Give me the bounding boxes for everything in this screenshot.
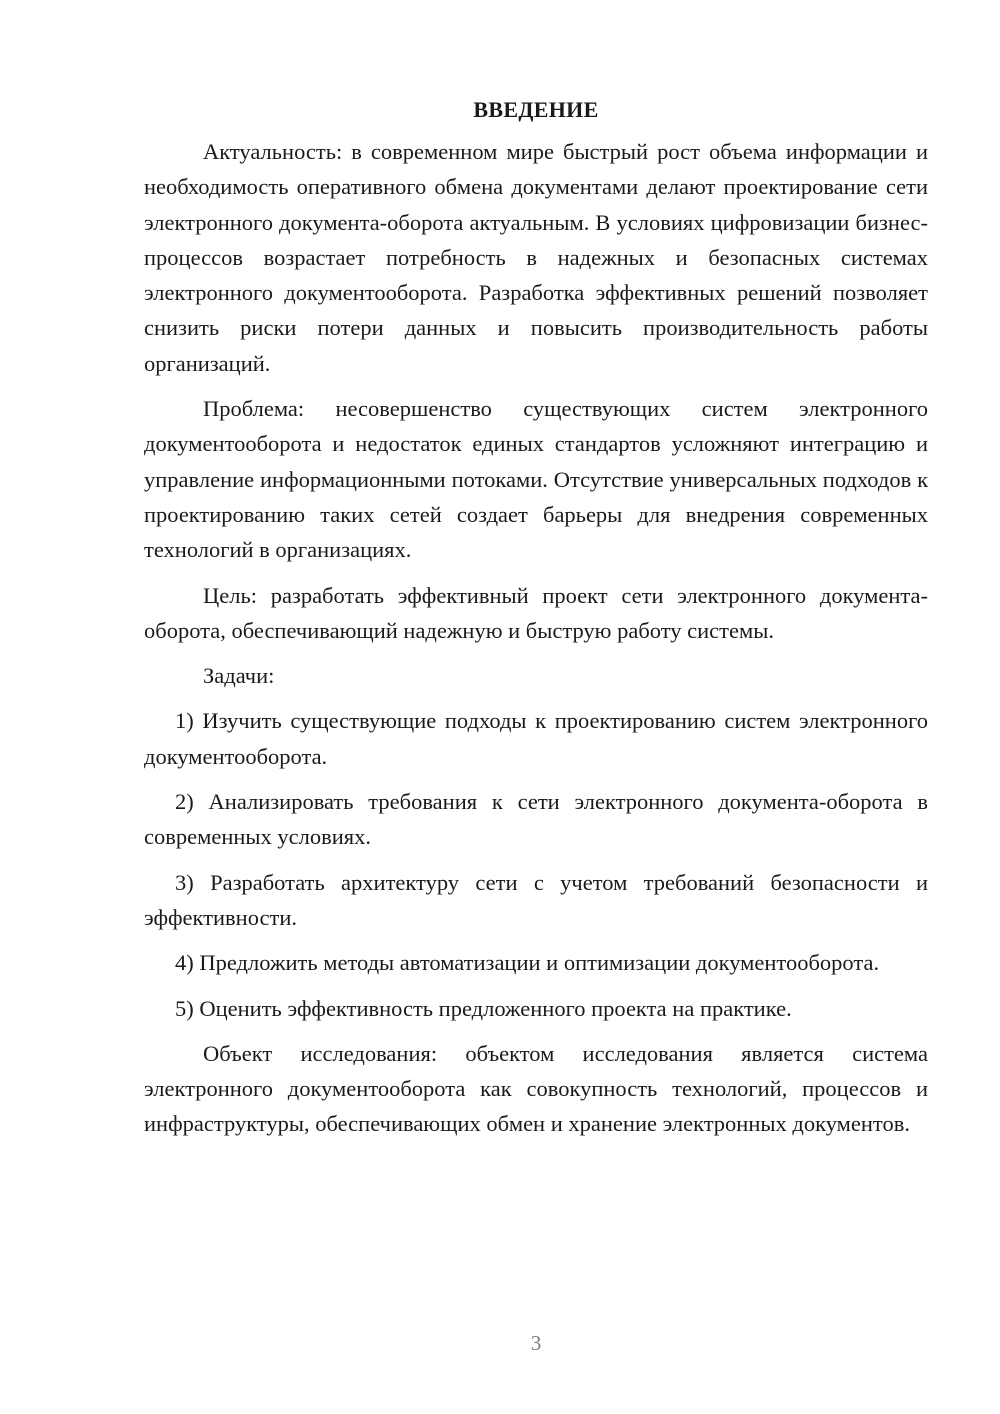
section-heading: ВВЕДЕНИЕ <box>473 97 599 122</box>
list-item-task-5: 5) Оценить эффективность предложенного проекта на практике. <box>175 995 792 1021</box>
paragraph-goal: Цель: разработать эффективный проект сети электронного документа-оборота, обеспечивающий надежную и быструю работу системы. <box>144 582 928 643</box>
tasks-label: Задачи: <box>203 663 275 689</box>
paragraph-object: Объект исследования: объектом исследования является система электронного документооборота как совокупность технологий, процессов и инфраструктуры, обеспечивающих обмен и хранение электронных документов. <box>144 1040 928 1137</box>
list-item-task-2: 2) Анализировать требования к сети электронного документа-оборота в современных условиях. <box>144 789 928 850</box>
list-item-task-3: 3) Разработать архитектуру сети с учетом требований безопасности и эффективности. <box>144 869 928 930</box>
tasks-list <box>144 703 928 1025</box>
list-item-task-1: 1) Изучить существующие подходы к проектированию систем электронного документооборота. <box>144 708 928 769</box>
list-item-task-4: 4) Предложить методы автоматизации и оптимизации документооборота. <box>175 950 880 976</box>
page-number: 3 <box>530 1331 542 1355</box>
document-body <box>144 92 928 1142</box>
paragraph-relevance: Актуальность: в современном мире быстрый рост объема информации и необходимость оперативного обмена документами делают проектирование сети электронного документа-оборота актуальным. В условиях цифровизации бизнес-процессов возрастает потребность в надежных и безопасных системах электронного документооборота. Разработка эффективных решений позволяет снизить риски потери данных и повысить производительность работы организаций. <box>144 139 928 376</box>
paragraph-problem: Проблема: несовершенство существующих систем электронного документооборота и недостаток единых стандартов усложняют интеграцию и управление информационными потоками. Отсутствие универсальных подходов к проектированию таких сетей создает барьеры для внедрения современных технологий в организациях. <box>144 396 928 563</box>
